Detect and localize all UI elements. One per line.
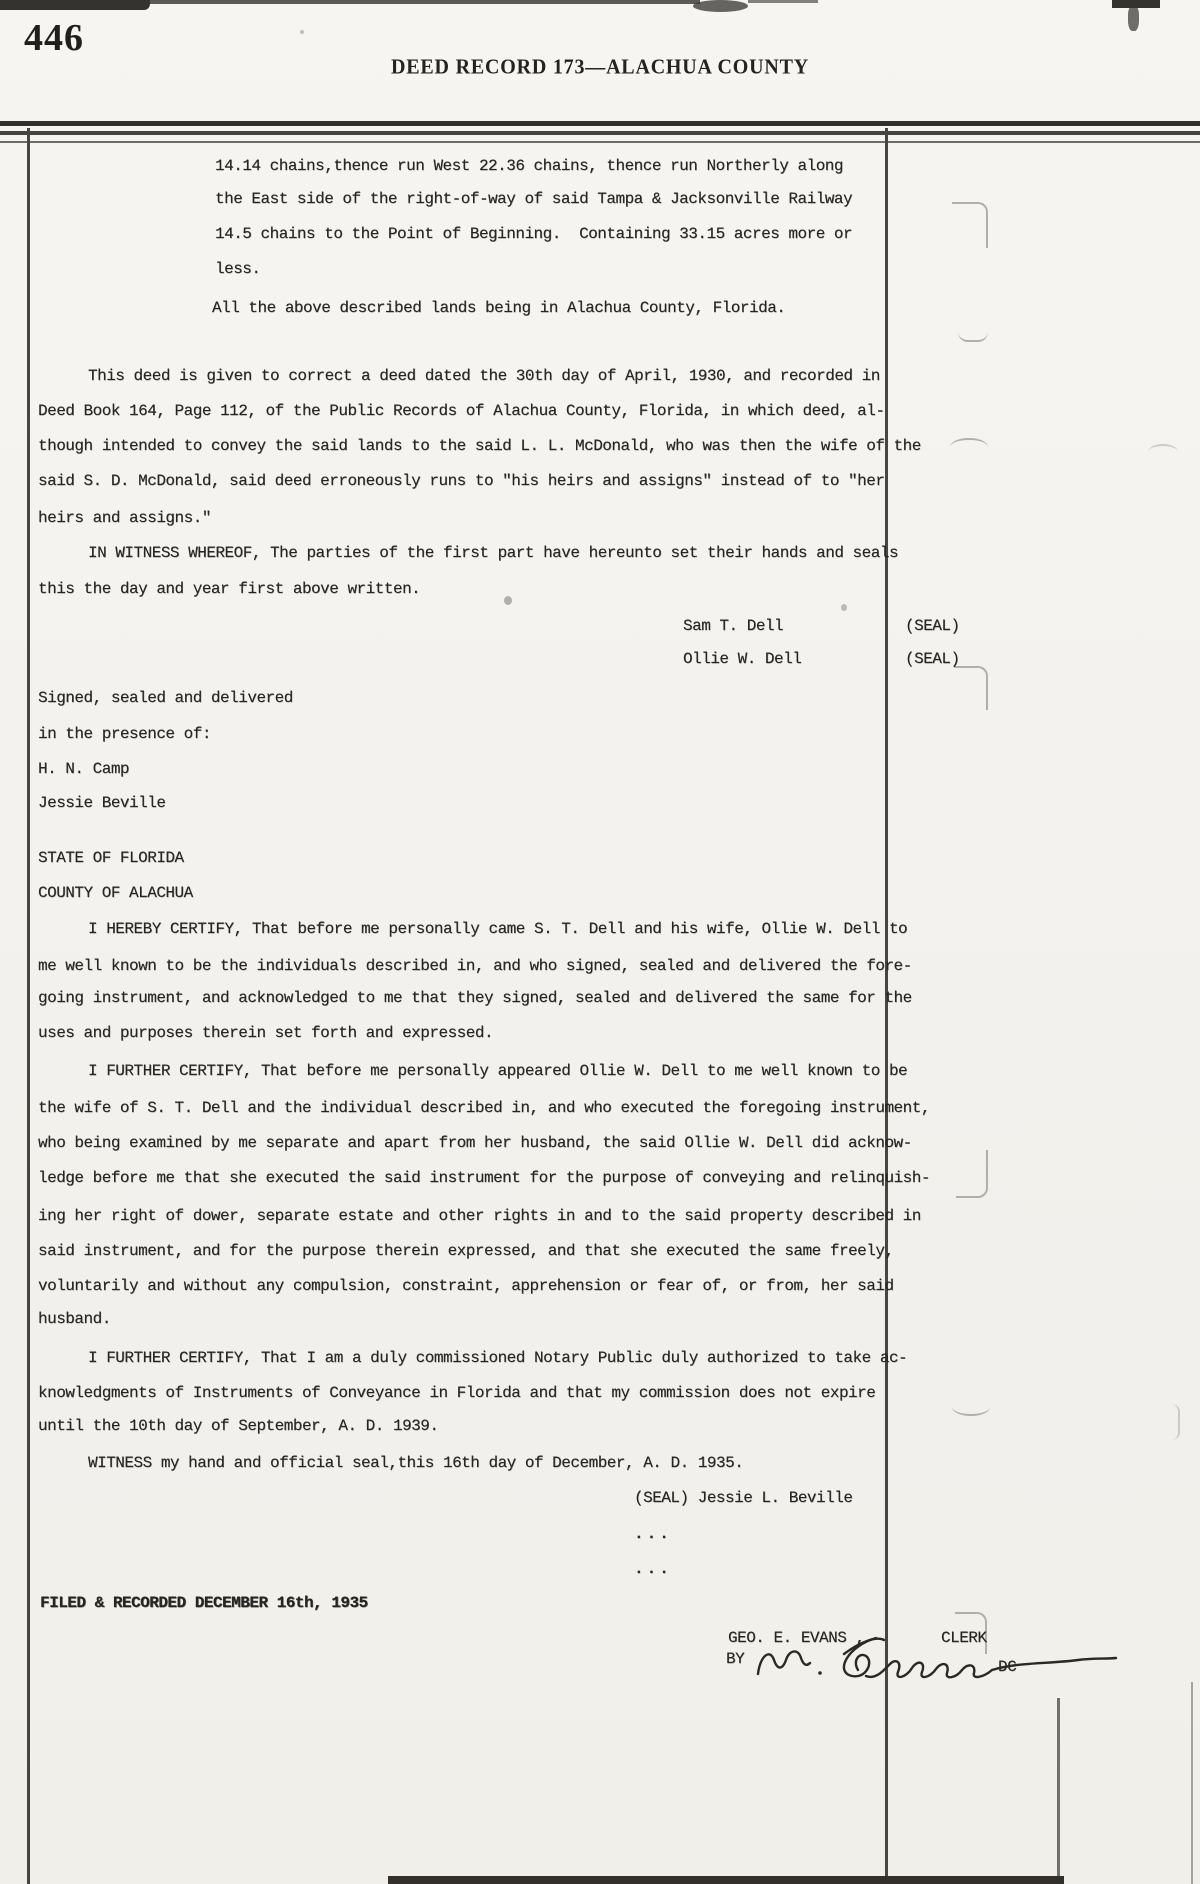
margin-mark-2	[958, 332, 988, 342]
clerk-deputy-initials: DC	[998, 1658, 1017, 1676]
signature-ollie-w-dell: Ollie W. Dell	[683, 650, 802, 668]
clerk-title: CLERK	[941, 1629, 987, 1647]
scan-top-edge-thin	[748, 0, 818, 3]
certify-1-line-1: I HEREBY CERTIFY, That before me personally came S. T. Dell and his wife, Ollie W. Dell to	[88, 920, 908, 938]
margin-mark-5	[956, 1150, 988, 1198]
witness-name-h-n-camp: H. N. Camp	[38, 760, 130, 778]
margin-mark-4	[954, 666, 988, 710]
scan-speck-1	[504, 596, 512, 605]
filed-recorded-line: FILED & RECORDED DECEMBER 16th, 1935	[40, 1594, 368, 1612]
scan-top-edge-smear	[693, 0, 748, 12]
left-margin-rule	[27, 128, 30, 1884]
scan-speck-2	[841, 604, 847, 611]
correction-paragraph-line-3: though intended to convey the said lands to the said L. L. McDonald, who was then the wife of the	[38, 437, 921, 455]
certify-2-line-3: who being examined by me separate and apart from her husband, the said Ollie W. Dell did acknow-	[38, 1134, 912, 1152]
legal-description-line-3: 14.5 chains to the Point of Beginning. Containing 33.15 acres more or	[215, 225, 853, 243]
margin-mark-6	[952, 1398, 990, 1416]
clerk-by-label: BY	[726, 1650, 745, 1668]
scan-bottom-bar	[388, 1876, 1064, 1884]
certify-2-line-5: ing her right of dower, separate estate and other rights in and to the said property described in	[38, 1207, 921, 1225]
margin-mark-8	[1148, 444, 1178, 460]
certify-3-line-1: I FURTHER CERTIFY, That I am a duly commissioned Notary Public duly authorized to take ac-	[88, 1349, 908, 1367]
certify-3-line-3: until the 10th day of September, A. D. 1939.	[38, 1417, 439, 1435]
bottom-right-page-edge-line	[1057, 1698, 1060, 1884]
seal-label-ollie: (SEAL)	[905, 650, 960, 668]
legal-description-line-1: 14.14 chains,thence run West 22.36 chains, thence run Northerly along	[215, 157, 844, 175]
certify-2-line-2: the wife of S. T. Dell and the individual described in, and who executed the foregoing instrument,	[38, 1099, 930, 1117]
margin-mark-3	[950, 438, 988, 456]
certify-2-line-4: ledge before me that she executed the said instrument for the purpose of conveying and relinquish-	[38, 1169, 930, 1187]
margin-mark-1	[952, 202, 988, 248]
scan-speck-3	[300, 30, 304, 34]
certify-1-line-4: uses and purposes therein set forth and expressed.	[38, 1024, 494, 1042]
state-heading: STATE OF FLORIDA	[38, 849, 184, 867]
page-title: DEED RECORD 173—ALACHUA COUNTY	[391, 55, 809, 79]
correction-paragraph-line-4: said S. D. McDonald, said deed erroneously runs to "his heirs and assigns" instead of to "her	[38, 472, 885, 490]
certify-1-line-3: going instrument, and acknowledged to me that they signed, sealed and delivered the same for the	[38, 989, 912, 1007]
clerk-name: GEO. E. EVANS ,	[728, 1629, 865, 1647]
witness-clause-line-1: IN WITNESS WHEREOF, The parties of the first part have hereunto set their hands and seals	[88, 544, 899, 562]
signature-sam-t-dell: Sam T. Dell	[683, 617, 784, 635]
scan-top-edge-middle	[80, 0, 700, 4]
legal-description-line-2: the East side of the right-of-way of said Tampa & Jacksonville Railway	[215, 190, 853, 208]
certify-2-line-6: said instrument, and for the purpose therein expressed, and that she executed the same freely,	[38, 1242, 894, 1260]
far-right-page-edge-line	[1191, 1682, 1193, 1884]
clerk-signature	[748, 1632, 1128, 1692]
correction-paragraph-line-1: This deed is given to correct a deed dated the 30th day of April, 1930, and recorded in	[88, 367, 880, 385]
legal-description-line-4: less.	[215, 260, 261, 278]
margin-mark-9	[1150, 1404, 1180, 1440]
separator-dots-1: ...	[634, 1525, 672, 1543]
certify-1-line-2: me well known to be the individuals described in, and who signed, sealed and delivered the fore-	[38, 957, 912, 975]
county-heading: COUNTY OF ALACHUA	[38, 884, 193, 902]
witness-name-jessie-beville: Jessie Beville	[38, 794, 166, 812]
certify-2-line-7: voluntarily and without any compulsion, constraint, apprehension or fear of, or from, her said	[38, 1277, 894, 1295]
presence-line-1: Signed, sealed and delivered	[38, 689, 293, 707]
certify-2-line-1: I FURTHER CERTIFY, That before me personally appeared Ollie W. Dell to me well known to be	[88, 1062, 908, 1080]
notary-witness-line: WITNESS my hand and official seal,this 16th day of December, A. D. 1935.	[88, 1454, 744, 1472]
notary-seal-line: (SEAL) Jessie L. Beville	[634, 1489, 853, 1507]
header-rule-thin	[0, 141, 1200, 143]
correction-paragraph-line-5: heirs and assigns."	[38, 509, 211, 527]
scan-top-right-blot	[1128, 5, 1139, 31]
seal-label-sam: (SEAL)	[905, 617, 960, 635]
certify-3-line-2: knowledgments of Instruments of Conveyance in Florida and that my commission does not expire	[38, 1384, 876, 1402]
separator-dots-2: ...	[634, 1560, 672, 1578]
legal-description-line-5: All the above described lands being in Alachua County, Florida.	[212, 299, 786, 317]
certify-2-line-8: husband.	[38, 1310, 111, 1328]
header-rule-middle	[0, 131, 1200, 135]
presence-line-2: in the presence of:	[38, 725, 211, 743]
correction-paragraph-line-2: Deed Book 164, Page 112, of the Public Records of Alachua County, Florida, in which deed, al-	[38, 402, 885, 420]
page-number: 446	[24, 17, 84, 59]
witness-clause-line-2: this the day and year first above written.	[38, 580, 421, 598]
header-rule-thick	[0, 121, 1200, 126]
